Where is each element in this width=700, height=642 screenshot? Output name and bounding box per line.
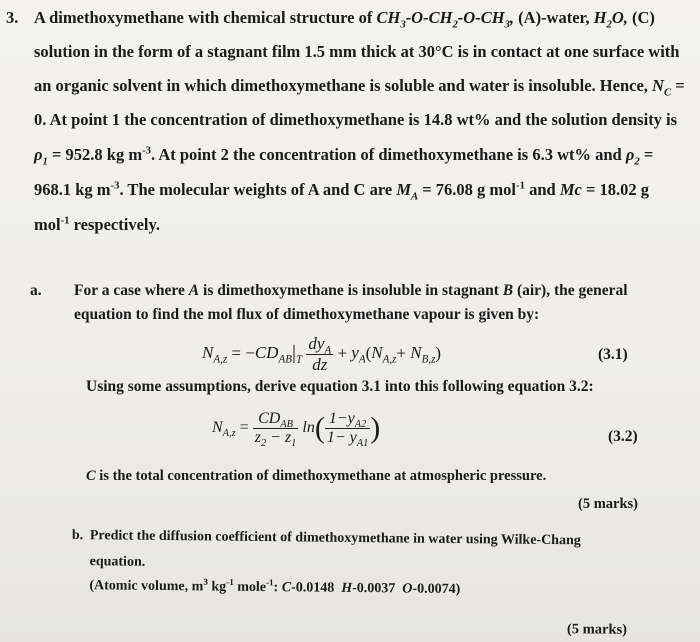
question-line-4: 0. At point 1 the concentration of dimethoxymethane is 14.8 wt% and the solution density is <box>34 110 678 129</box>
part-b-line-2: equation. <box>89 554 146 570</box>
question-line-3: an organic solvent in which dimethoxymethane is soluble and water is insoluble. Hence, $N_C$ = <box>34 76 685 99</box>
question-line-1: A dimethoxymethane with chemical structure of $CH_3-O-CH_2-O-CH_3$, (A)-water, $H_2O$, (C) <box>34 8 655 31</box>
question-line-6: 968.1 kg $m^{-3}$. The molecular weights of A and C are $M_A = 76.08$ g mol$^{-1}$ and Mc = 18.02 g <box>34 179 649 203</box>
part-b-line-1: Predict the diffusion coefficient of dimethoxymethane in water using Wilke-Chang <box>89 528 581 549</box>
equation-3-2: $N_{A,z}$ = $\frac{CD_{AB}}{z_2 - z_1}$ ln( $\frac{1-y_{A2}}{1- y_{A1}}$ ) <box>212 410 381 450</box>
part-a-derive-text: Using some assumptions, derive equation 3.1 into this following equation 3.2: <box>86 378 594 395</box>
question-line-5: $\rho_1 = 952.8$ kg $m^{-3}$. At point 2 the concentration of dimethoxymethane is 6.3 wt% and $\rho_2$ = <box>34 144 654 168</box>
part-b-marks: (5 marks) <box>566 621 628 638</box>
equation-3-2-number: (3.2) <box>608 428 638 445</box>
part-b-line-3: (Atomic volume, $m^3$ $kg^{-1}$ mole$^{-1}$: C-0.0148 H-0.0037 O-0.0074) <box>89 576 461 598</box>
part-a-line-2: equation to find the mol flux of dimethoxymethane vapour is given by: <box>74 306 540 323</box>
part-a-note: C is the total concentration of dimethoxymethane at atmospheric pressure. <box>86 468 547 484</box>
part-b-label: b. <box>71 528 84 544</box>
part-b <box>71 528 692 638</box>
question-number: 3. <box>6 8 19 27</box>
question-line-7: mol$^{-1}$ respectively. <box>34 214 160 234</box>
question-line-2: solution in the form of a stagnant film 1.5 mm thick at 30°C is in contact at one surface with <box>34 42 680 61</box>
part-a-marks: (5 marks) <box>578 496 639 512</box>
equation-3-1-number: (3.1) <box>598 346 628 363</box>
part-a-line-1: For a case where A is dimethoxymethane is insoluble in stagnant B (air), the general <box>74 282 628 299</box>
part-a-label: a. <box>30 282 42 299</box>
equation-3-1: $N_{A,z} = -CD_{AB}|_T$ $\frac{dy_A}{dz}$ + $y_A(N_{A,z}+ N_{B,z})$ <box>202 334 442 374</box>
